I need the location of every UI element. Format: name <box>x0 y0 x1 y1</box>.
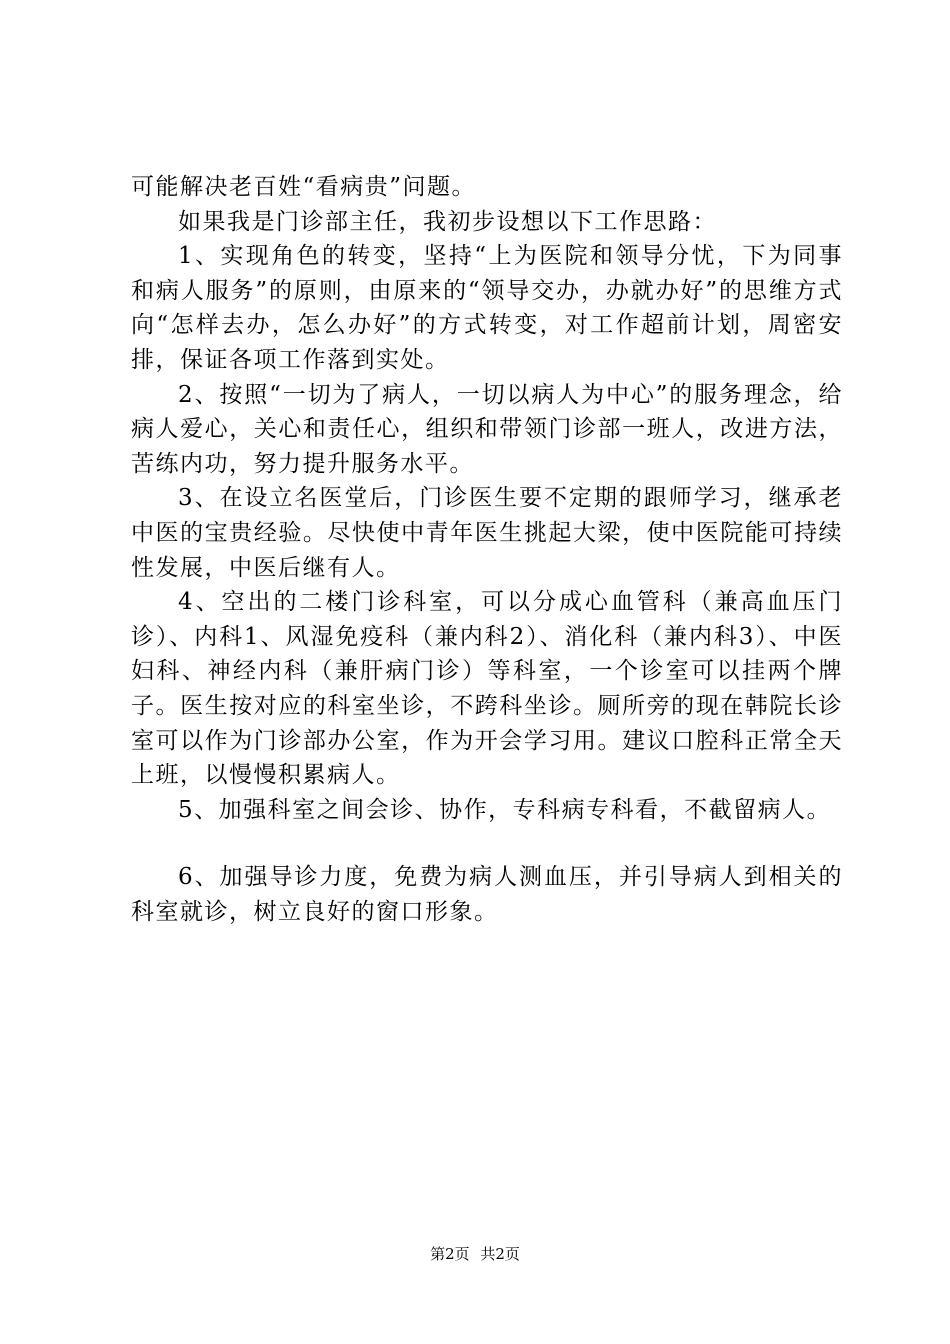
paragraph-item-3: 3、在设立名医堂后，门诊医生要不定期的跟师学习，继承老中医的宝贵经验。尽快使中青年医生挑起大梁，使中医院能可持续性发展，中医后继有人。 <box>131 485 843 581</box>
paragraph-item-5: 5、加强科室之间会诊、协作，专科病专科看，不截留病人。 <box>178 796 832 823</box>
paragraph-item-2: 2、按照“一切为了病人，一切以病人为中心”的服务理念，给病人爱心，关心和责任心，组织和带领门诊部一班人，改进方法，苦练内功，努力提升服务水平。 <box>131 381 843 477</box>
paragraph-item-4: 4、空出的二楼门诊科室，可以分成心血管科（兼高血压门诊）、内科1、风湿免疫科（兼内科2）、消化科（兼内科3）、中医妇科、神经内科（兼肝病门诊）等科室，一个诊室可以挂两个牌子。医生按对应的科室坐诊，不跨科坐诊。厕所旁的现在韩院长诊室可以作为门诊部办公室，作为开会学习用。建议口腔科正常全天上班，以慢慢积累病人。 <box>131 589 843 789</box>
paragraph-intro: 如果我是门诊部主任，我初步设想以下工作思路： <box>178 208 717 235</box>
paragraph-continuation: 可能解决老百姓“看病贵”问题。 <box>131 174 477 200</box>
paragraph-item-1: 1、实现角色的转变，坚持“上为医院和领导分忧，下为同事和病人服务”的原则，由原来的“领导交办，办就办好”的思维方式向“怎样去办，怎么办好”的方式转变，对工作超前计划，周密安排，保证各项工作落到实处。 <box>131 243 843 373</box>
page-number: 第2页 <box>430 1245 470 1263</box>
paragraph-item-6: 6、加强导诊力度，免费为病人测血压，并引导病人到相关的科室就诊，树立良好的窗口形象。 <box>131 864 843 925</box>
page-footer <box>0 1244 950 1264</box>
page-total: 共2页 <box>480 1245 520 1263</box>
document-body <box>131 170 843 929</box>
